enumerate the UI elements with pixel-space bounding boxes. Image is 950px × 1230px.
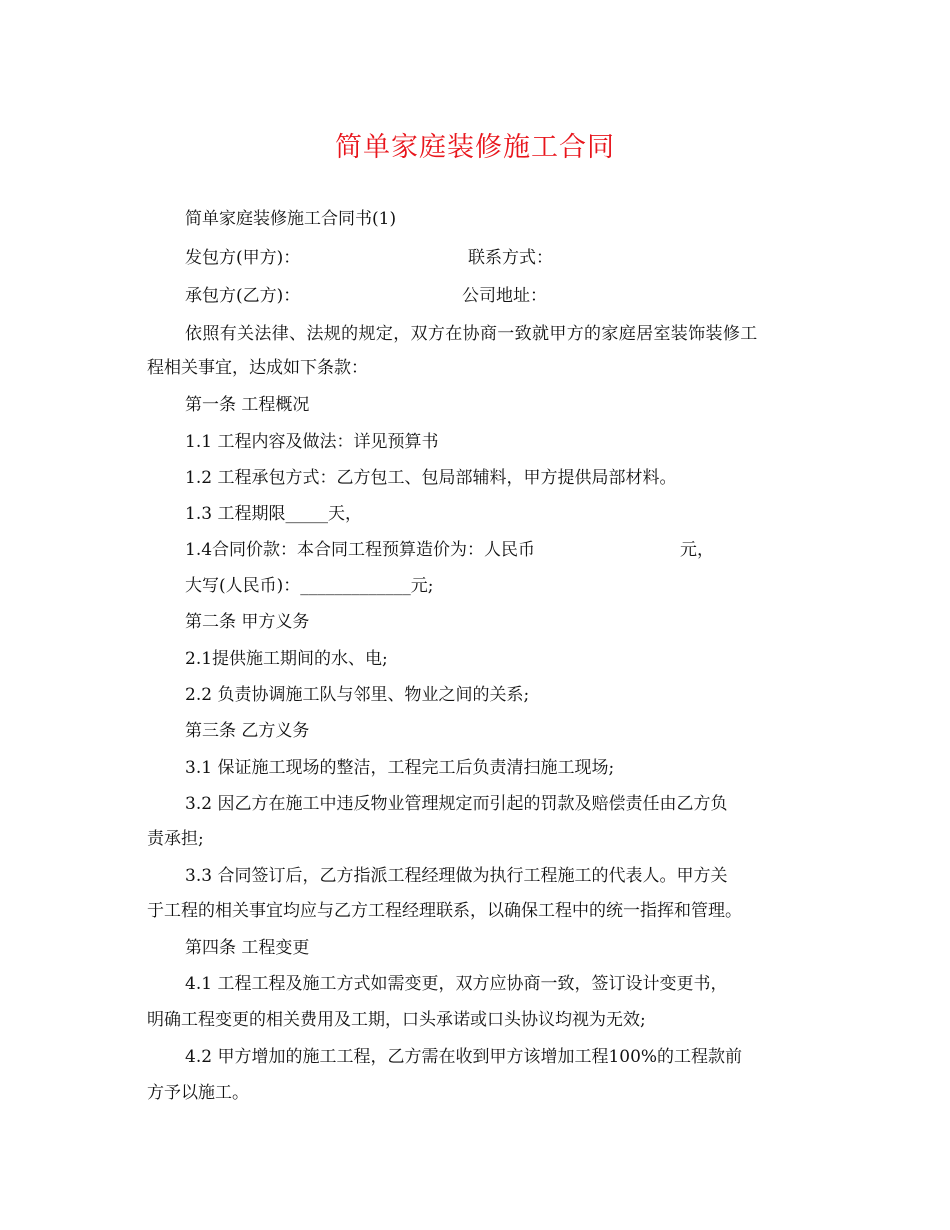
article1-item4-unit: 元，: [680, 540, 714, 560]
article3-item2-line2: 责承担;: [147, 829, 204, 849]
party-a-label: 发包方(甲方)：: [185, 248, 301, 268]
article4-heading: 第四条 工程变更: [185, 938, 310, 958]
article1-item3: 1.3 工程期限_____天，: [185, 504, 362, 524]
article1-item4-cont: 大写(人民币)：_____________元;: [185, 576, 434, 596]
article1-item4: 1.4合同价款：本合同工程预算造价为：人民币: [185, 540, 536, 560]
article1-item2: 1.2 工程承包方式：乙方包工、包局部辅料，甲方提供局部材料。: [185, 468, 677, 488]
article2-item1: 2.1提供施工期间的水、电;: [185, 649, 388, 669]
article2-heading: 第二条 甲方义务: [185, 612, 310, 632]
intro-line-2: 程相关事宜，达成如下条款：: [147, 358, 368, 378]
contract-subtitle: 简单家庭装修施工合同书(1): [185, 209, 397, 229]
party-b-label: 承包方(乙方)：: [185, 286, 301, 306]
article4-item2-line1: 4.2 甲方增加的施工工程，乙方需在收到甲方该增加工程100%的工程款前: [185, 1047, 743, 1067]
article3-heading: 第三条 乙方义务: [185, 721, 310, 741]
address-label: 公司地址：: [462, 286, 547, 306]
document-title: 简单家庭装修施工合同: [335, 132, 615, 163]
article3-item3-line2: 于工程的相关事宜均应与乙方工程经理联系，以确保工程中的统一指挥和管理。: [147, 901, 742, 921]
contact-label: 联系方式：: [468, 248, 553, 268]
article1-item1: 1.1 工程内容及做法：详见预算书: [185, 432, 439, 452]
article2-item2: 2.2 负责协调施工队与邻里、物业之间的关系;: [185, 685, 530, 705]
article1-heading: 第一条 工程概况: [185, 395, 310, 415]
article4-item2-line2: 方予以施工。: [147, 1083, 249, 1103]
article3-item1: 3.1 保证施工现场的整洁，工程完工后负责清扫施工现场;: [185, 758, 615, 778]
article4-item1-line1: 4.1 工程工程及施工方式如需变更，双方应协商一致，签订设计变更书，: [185, 974, 728, 994]
article3-item2-line1: 3.2 因乙方在施工中违反物业管理规定而引起的罚款及赔偿责任由乙方负: [185, 794, 728, 814]
intro-line-1: 依照有关法律、法规的规定，双方在协商一致就甲方的家庭居室装饰装修工: [185, 324, 758, 344]
article4-item1-line2: 明确工程变更的相关费用及工期，口头承诺或口头协议均视为无效;: [147, 1010, 646, 1030]
article3-item3-line1: 3.3 合同签订后，乙方指派工程经理做为执行工程施工的代表人。甲方关: [185, 866, 728, 886]
